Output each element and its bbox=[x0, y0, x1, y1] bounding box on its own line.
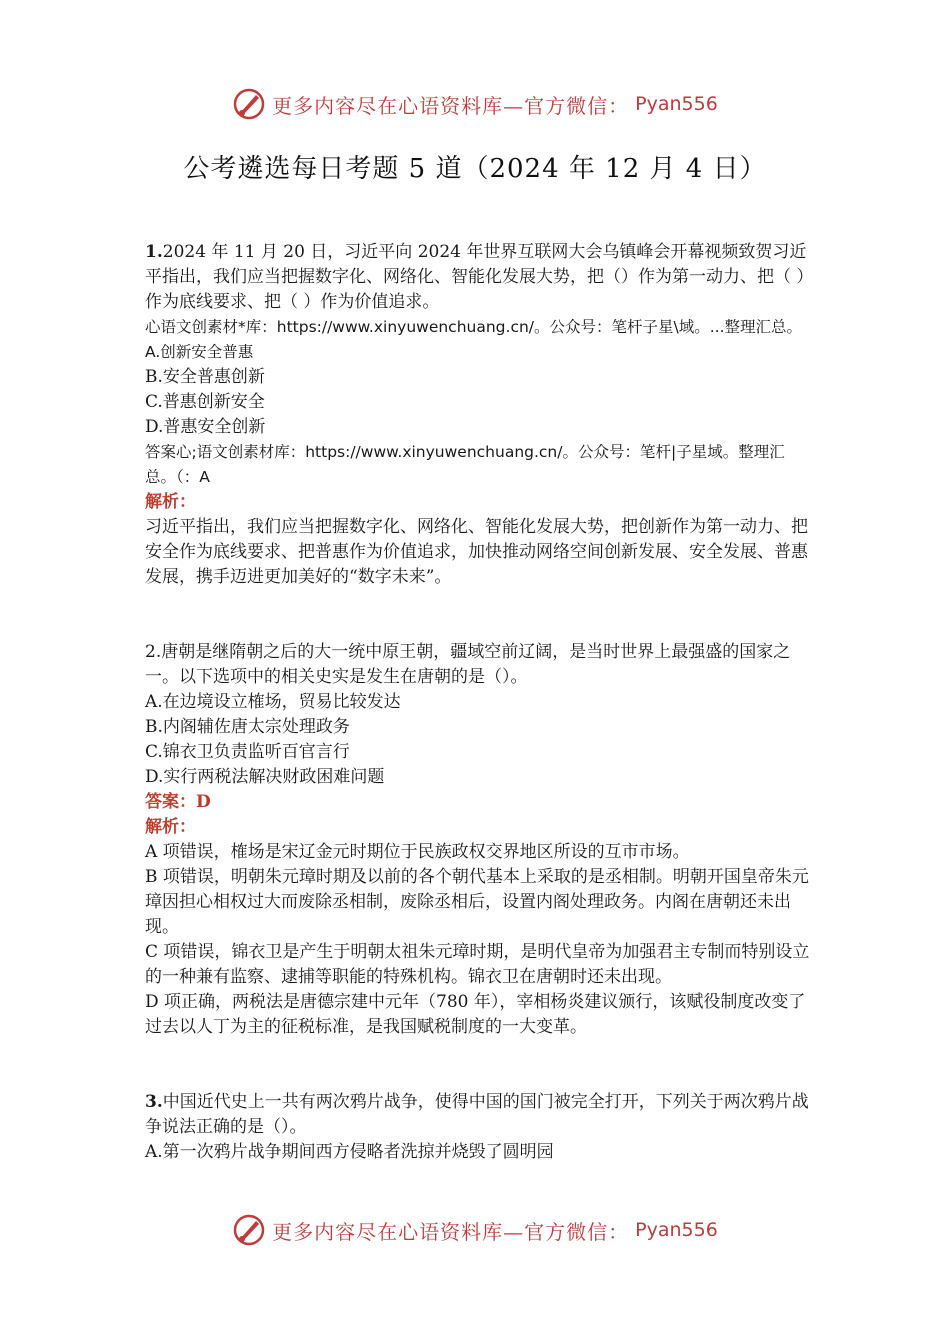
banner-handle: Pyan556 bbox=[635, 1219, 718, 1241]
question-2-option-d: D.实行两税法解决财政困难问题 bbox=[145, 767, 385, 787]
header-banner bbox=[0, 84, 950, 124]
question-2-option-c: C.锦衣卫负责监听百官言行 bbox=[145, 742, 350, 762]
question-2-answer: 答案：D bbox=[145, 792, 211, 812]
question-1-number: 1. bbox=[145, 242, 163, 262]
question-1-text: 2024 年 11 月 20 日，习近平向 2024 年世界互联网大会乌镇峰会开幕视频致贺习近平指出，我们应当把握数字化、网络化、智能化发展大势，把（）作为第一动力、把（ ）作为底线要求、把（ ）作为价值追求。 bbox=[145, 242, 807, 312]
question-1-option-d: D.普惠安全创新 bbox=[145, 417, 266, 437]
question-1-analysis-label: 解析： bbox=[145, 492, 196, 512]
brush-logo-icon bbox=[232, 1213, 266, 1247]
page-title: 公考遴选每日考题 5 道（2024 年 12 月 4 日） bbox=[183, 154, 767, 184]
question-3-number: 3. bbox=[145, 1092, 163, 1112]
question-2-analysis-a: A 项错误，榷场是宋辽金元时期位于民族政权交界地区所设的互市市场。 bbox=[145, 842, 690, 862]
question-2-option-b: B.内阁辅佐唐太宗处理政务 bbox=[145, 717, 350, 737]
footer-banner bbox=[0, 1210, 950, 1250]
banner-text: 更多内容尽在心语资料库—官方微信： bbox=[272, 1219, 630, 1244]
question-2-analysis-label: 解析： bbox=[145, 817, 196, 837]
question-1-option-b: B.安全普惠创新 bbox=[145, 367, 265, 387]
question-1-option-c: C.普惠创新安全 bbox=[145, 392, 265, 412]
question-2-analysis-c: C 项错误，锦衣卫是产生于明朝太祖朱元璋时期，是明代皇帝为加强君主专制而特别设立的一种兼有监察、逮捕等职能的特殊机构。锦衣卫在唐朝时还未出现。 bbox=[145, 942, 810, 987]
question-2-analysis-b: B 项错误，明朝朱元璋时期及以前的各个朝代基本上采取的是丞相制。明朝开国皇帝朱元璋因担心相权过大而废除丞相制，废除丞相后，设置内阁处理政务。内阁在唐朝还未出现。 bbox=[145, 867, 809, 937]
question-3-option-a: A.第一次鸦片战争期间西方侵略者洗掠并烧毁了圆明园 bbox=[145, 1142, 554, 1162]
question-3 bbox=[145, 1090, 813, 1165]
question-1-analysis: 习近平指出，我们应当把握数字化、网络化、智能化发展大势，把创新作为第一动力、把安全作为底线要求、把普惠作为价值追求，加快推动网络空间创新发展、安全发展、普惠发展，携手迈进更加美好的“数字未来”。 bbox=[145, 517, 808, 587]
banner-text: 更多内容尽在心语资料库—官方微信： bbox=[272, 93, 630, 118]
question-1-stem bbox=[145, 240, 813, 315]
question-1 bbox=[145, 240, 813, 590]
question-3-stem bbox=[145, 1090, 813, 1140]
question-2 bbox=[145, 640, 813, 1040]
question-2-stem: 2.唐朝是继隋朝之后的大一统中原王朝，疆域空前辽阔，是当时世界上最强盛的国家之一。以下选项中的相关史实是发生在唐朝的是（）。 bbox=[145, 642, 791, 687]
banner-handle: Pyan556 bbox=[635, 93, 718, 115]
question-2-analysis-d: D 项正确，两税法是唐德宗建中元年（780 年），宰相杨炎建议颁行，该赋役制度改变了过去以人丁为主的征税标准，是我国赋税制度的一大变革。 bbox=[145, 992, 806, 1037]
question-3-text: 中国近代史上一共有两次鸦片战争，使得中国的国门被完全打开，下列关于两次鸦片战争说法正确的是（）。 bbox=[145, 1092, 809, 1137]
document-body bbox=[145, 240, 813, 1165]
question-1-answer-line: 答案心;语文创素材库：https://www.xinyuwenchuang.cn/。公众号：笔杆|子星域。整理汇总。（：A bbox=[145, 443, 785, 486]
watermark-line-1: 心语文创素材*库：https://www.xinyuwenchuang.cn/。公众号：笔杆子星\域。...整理汇总。A.创新安全普惠 bbox=[145, 318, 803, 361]
brush-logo-icon bbox=[232, 87, 266, 121]
question-2-option-a: A.在边境设立榷场，贸易比较发达 bbox=[145, 692, 401, 712]
